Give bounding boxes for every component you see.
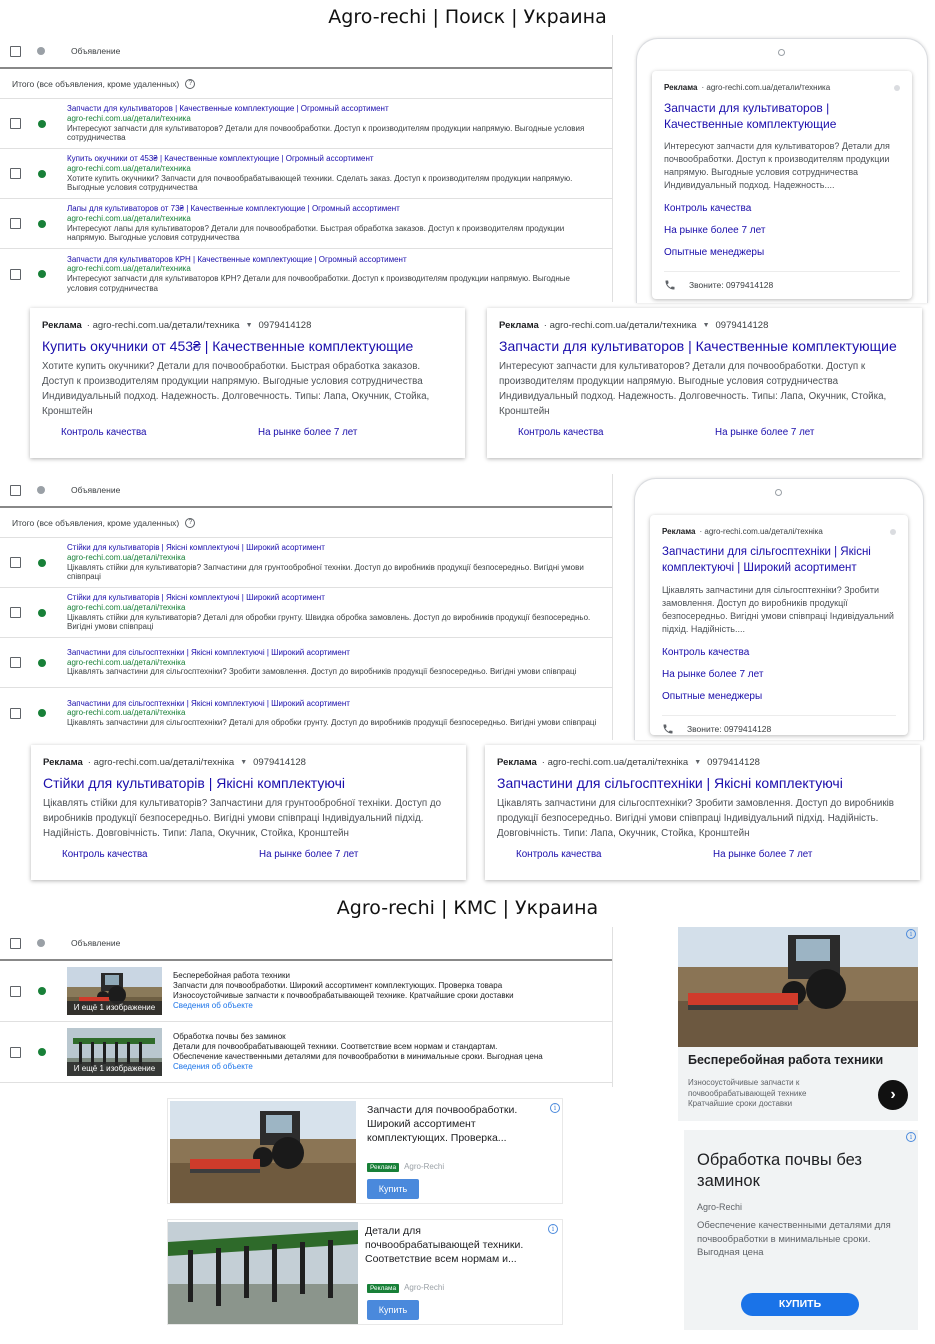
camera-icon [775, 489, 782, 496]
table-header [0, 474, 612, 508]
sitelink-managers[interactable]: Опытные менеджеры [664, 247, 765, 258]
ad-phone[interactable]: 0979414128 [715, 320, 769, 331]
adchoices-info-icon[interactable]: i [548, 1224, 558, 1234]
header-label: Объявление [71, 938, 121, 948]
info-dot-icon [894, 85, 900, 91]
ads-table-ru [0, 35, 613, 302]
status-enabled-icon [38, 709, 46, 717]
sitelink-quality[interactable]: Контроль качества [662, 647, 750, 658]
row-checkbox[interactable] [10, 168, 21, 179]
status-enabled-icon [38, 220, 46, 228]
status-enabled-icon [38, 609, 46, 617]
row-checkbox[interactable] [10, 708, 21, 719]
call-label: Звоните: 0979414128 [687, 723, 772, 734]
sitelink-quality[interactable]: Контроль качества [61, 427, 147, 438]
ad-label: Реклама [499, 320, 539, 331]
object-details-link[interactable]: Сведения об объекте [173, 1061, 253, 1071]
sitelink-years[interactable]: На рынке более 7 лет [259, 849, 359, 860]
help-icon[interactable]: ? [185, 518, 195, 528]
ad-label: Реклама [42, 320, 82, 331]
table-header [0, 35, 612, 69]
phone-icon [662, 723, 674, 735]
ad-url: agro-rechi.com.ua/деталі/техніка [67, 657, 186, 667]
ad-label: Реклама [662, 527, 696, 536]
mobile-ad-card: Реклама · agro-rechi.com.ua/деталі/техніка Запчастини для сільгосптехніки | Якісні комплектуючі | Широкий асортимент Цікавлять запчастини для сільгосптехніки? Зробити замовлення. Доступ до виробників продукції безпосередньо. Вигідні умови співпраці Індивідуальний підхід. Надійність.... Контроль качества На рынке более 7 лет Опытные менеджеры Звоните: 0979414128 [650, 515, 908, 735]
ad-description: Износоустойчивые запчасти к почвообрабатывающей технике Кратчайшие сроки доставки [688, 1078, 807, 1108]
table-row [0, 588, 612, 638]
table-row [0, 688, 612, 738]
table-row [0, 149, 612, 199]
ad-headline-link[interactable]: Запчасти для культиваторов КРН | Качественные комплектующие | Огромный ассортимент [67, 254, 407, 264]
ad-phone[interactable]: 0979414128 [253, 757, 306, 768]
table-row [0, 1022, 612, 1083]
ad-line-2: Запчасти для почвообработки. Широкий ассортимент комплектующих. Проверка товара [173, 981, 503, 991]
ad-url: agro-rechi.com.ua/детали/техника [67, 113, 191, 123]
ad-headline-link[interactable]: Запчастини для сільгосптехніки | Якісні комплектуючі | Широкий асортимент [67, 648, 350, 658]
buy-button[interactable]: Купить [367, 1179, 419, 1199]
ad-url: agro-rechi.com.ua/деталі/техніка [93, 757, 235, 768]
banner-text: Запчасти для почвообработки. Широкий ассортимент комплектующих. Проверка... [367, 1104, 518, 1144]
table-row [0, 99, 612, 149]
ad-description: Обеспечение качественными деталями для почвообработки в минимальные сроки. Выгодная цена [697, 1220, 891, 1258]
call-extension[interactable] [664, 271, 900, 297]
sitelink-managers[interactable]: Опытные менеджеры [662, 691, 763, 702]
ad-desc: Цікавлять запчастини для сільгосптехніки? Зробити замовлення. Доступ до виробників продукції безпосередньо. Вигідні умови співпраці [67, 667, 577, 677]
ad-thumbnail[interactable] [67, 1028, 162, 1076]
ad-url: agro-rechi.com.ua/детали/техника [67, 264, 191, 274]
dropdown-caret-icon[interactable]: ▼ [702, 322, 710, 329]
dropdown-caret-icon[interactable]: ▼ [245, 322, 253, 329]
sitelink-quality[interactable]: Контроль качества [516, 849, 602, 860]
ad-desc: Интересуют запчасти для культиваторов? Детали для почвообработки. Доступ к производителям продукции напрямую. Выгодные условия сотрудничества [67, 123, 585, 143]
adchoices-info-icon[interactable]: i [906, 1132, 916, 1142]
status-header-dot [37, 939, 45, 947]
ad-label: Реклама [43, 757, 83, 768]
ad-phone[interactable]: 0979414128 [707, 757, 760, 768]
ad-headline-link[interactable]: Запчасти для культиваторов | Качественные комплектующие | Огромный ассортимент [67, 104, 389, 114]
sitelink-years[interactable]: На рынке более 7 лет [662, 669, 764, 680]
select-all-checkbox[interactable] [10, 938, 21, 949]
ad-url: agro-rechi.com.ua/детали/техника [92, 320, 240, 331]
help-icon[interactable]: ? [185, 79, 195, 89]
ad-url: agro-rechi.com.ua/деталі/техніка [67, 602, 186, 612]
dropdown-caret-icon[interactable]: ▼ [694, 759, 702, 766]
phone-icon [664, 279, 676, 291]
display-banner-ad[interactable] [167, 1098, 563, 1204]
ad-line-3: Износоустойчивые запчасти к почвообрабатывающей технике. Кратчайшие сроки доставки [173, 991, 514, 1000]
ads-table-ua [0, 474, 613, 740]
ad-badge: Реклама [367, 1284, 399, 1293]
object-details-link[interactable]: Сведения об объекте [173, 1000, 253, 1010]
row-checkbox[interactable] [10, 1047, 21, 1058]
status-enabled-icon [38, 120, 46, 128]
row-checkbox[interactable] [10, 607, 21, 618]
buy-button[interactable]: Купить [367, 1300, 419, 1320]
row-checkbox[interactable] [10, 986, 21, 997]
status-enabled-icon [38, 659, 46, 667]
status-header-dot [37, 486, 45, 494]
ad-title-link[interactable]: Запчасти для культиваторов | Качественные комплектующие [499, 338, 897, 354]
row-checkbox[interactable] [10, 118, 21, 129]
table-row [0, 249, 612, 299]
sitelink-years[interactable]: На рынке более 7 лет [258, 427, 358, 438]
select-all-checkbox[interactable] [10, 46, 21, 57]
desktop-ad-card: Реклама · agro-rechi.com.ua/деталі/техніка ▼ 0979414128 Стійки для культиваторів | Якісні комплектуючі Цікавлять стійки для культиваторів? Запчастини для грунтообробної техніки. Доступ до виробників продукції безпосередньо. Вигідні умови співпраці Індивідуальний підхід. Надійність. Довговічність. Типи: Лапа, Окучник, Стойка, Кронштейн Контроль качества На рынке более 7 лет [31, 745, 466, 880]
kms-section-title: Agro-rechi | КМС | Украина [336, 897, 599, 919]
ad-desc: Интересуют запчасти для культиваторов КРН? Детали для почвообработки. Доступ к производителям продукции напрямую. Выгодные условия сотрудничества [67, 274, 570, 293]
more-images-caption: И ещё 1 изображение [67, 1062, 162, 1076]
ad-headline: Обработка почвы без заминок [697, 1151, 862, 1190]
ad-headline: Бесперебойная работа техники [688, 1053, 884, 1067]
table-header [0, 927, 612, 961]
ad-description: Цікавлять запчастини для сільгосптехніки? Зробити замовлення. Доступ до виробників продукції безпосередньо. Вигідні умови співпраці Індивідуальний підхід. Надійність.... [662, 585, 894, 634]
ad-title-link[interactable]: Запчастини для сільгосптехніки | Якісні комплектуючі | Широкий асортимент [662, 546, 871, 574]
ad-desc: Интересуют лапы для культиваторов? Детали для почвообработки. Быстрая обработка заказов. Доступ к производителям продукции напрямую. Выгодные условия сотрудничества [67, 223, 565, 243]
mobile-preview-ua [634, 478, 924, 740]
buy-button[interactable]: КУПИТЬ [741, 1293, 859, 1316]
display-ads-table [0, 927, 613, 1087]
table-row [0, 538, 612, 588]
ad-badge: Реклама [367, 1163, 399, 1172]
total-row [0, 69, 612, 99]
status-enabled-icon [38, 1048, 46, 1056]
responsive-display-ad[interactable] [678, 927, 918, 1121]
ad-label: Реклама [664, 83, 698, 92]
ad-title-link[interactable]: Стійки для культиваторів | Якісні комплектуючі [43, 775, 345, 791]
native-display-ad[interactable] [684, 1130, 918, 1330]
sitelink-years[interactable]: На рынке более 7 лет [664, 225, 766, 236]
status-enabled-icon [38, 270, 46, 278]
ad-description: Цікавлять запчастини для сільгосптехніки? Зробити замовлення. Доступ до виробників продукції безпосередньо. Вигідні умови співпраці Індивідуальний підхід. Надійність. Довговічність. Типи: Лапа, Окучник, Стойка, Кронштейн [497, 798, 894, 839]
mobile-preview-ru [636, 38, 928, 303]
tractor-image [678, 927, 918, 1047]
status-enabled-icon [38, 559, 46, 567]
ad-title-link[interactable]: Купить окучники от 453₴ | Качественные комплектующие [42, 338, 414, 354]
tractor-image [170, 1101, 356, 1203]
advertiser-name: Agro-Rechi [697, 1202, 743, 1212]
row-checkbox[interactable] [10, 269, 21, 280]
ad-line-1: Бесперебойная работа техники [173, 971, 290, 981]
advertiser-name: Agro-Rechi [404, 1162, 445, 1171]
camera-icon [778, 49, 785, 56]
advertiser-name: Agro-Rechi [404, 1283, 445, 1292]
ad-description: Цікавлять стійки для культиваторів? Запчастини для грунтообробної техніки. Доступ до виробників продукції безпосередньо. Вигідні умови співпраці Індивідуальний підхід. Надійність. Довговічність. Типи: Лапа, Окучник, Стойка, Кронштейн [43, 798, 442, 839]
row-checkbox[interactable] [10, 557, 21, 568]
adchoices-info-icon[interactable]: i [906, 929, 916, 939]
ad-desc: Цікавлять стійки для культиваторів? Деталі для обробки грунту. Швидка обробка замовлень. Доступ до виробників продукції безпосередньо. Вигідні умови співпраці [67, 612, 591, 632]
select-all-checkbox[interactable] [10, 485, 21, 496]
ad-url: agro-rechi.com.ua/деталі/техніка [67, 552, 186, 562]
mobile-ad-card: Реклама · agro-rechi.com.ua/детали/техника Запчасти для культиваторов | Качественные комплектующие Интересуют запчасти для культиваторов? Детали для почвообработки. Доступ к производителям продукции напрямую. Выгодные условия сотрудничества Индивидуальный подход. Надежность.... Контроль качества На рынке более 7 лет Опытные менеджеры Звоните: 0979414128 [652, 71, 912, 299]
display-banner-ad[interactable] [167, 1219, 563, 1325]
table-row [0, 199, 612, 249]
total-label: Итого (все объявления, кроме удаленных) [12, 517, 180, 528]
sitelink-quality[interactable]: Контроль качества [62, 849, 148, 860]
ad-desc: Цікавлять стійки для культиваторів? Запчастини для грунтообробної техніки. Доступ до виробників продукції безпосередньо. Вигідні умови співпраці [67, 562, 584, 582]
ad-url: agro-rechi.com.ua/детали/техника [706, 83, 831, 92]
ad-url: agro-rechi.com.ua/деталі/техніка [704, 527, 823, 536]
ad-label: Реклама [497, 757, 537, 768]
cultivator-image [168, 1222, 358, 1324]
ad-headline-link[interactable]: Лапы для культиваторов от 73₴ | Качественные комплектующие | Огромный ассортимент [67, 204, 400, 214]
ad-url: agro-rechi.com.ua/деталі/техніка [67, 708, 186, 718]
dropdown-caret-icon[interactable]: ▼ [240, 759, 248, 766]
ad-description: Интересуют запчасти для культиваторов? Детали для почвообработки. Доступ к производителям продукции напрямую. Выгодные условия сотрудничества Индивидуальный подход. Надежность.... [664, 141, 890, 190]
ad-headline-link[interactable]: Купить окучники от 453₴ | Качественные комплектующие | Огромный ассортимент [67, 154, 374, 164]
ad-headline-link[interactable]: Стійки для культиваторів | Якісні комплектуючі | Широкий асортимент [67, 593, 325, 603]
call-label: Звоните: 0979414128 [689, 279, 774, 290]
ad-description: Интересуют запчасти для культиваторов? Детали для почвообработки. Доступ к производителям продукции напрямую. Выгодные условия сотрудничества Индивидуальный подход. Надежность. Долговечность. Типы: Лапа, Окучник, Стойка, Кронштейн [499, 361, 887, 417]
ad-desc: Цікавлять запчастини для сільгосптехніки? Деталі для обробки грунту. Доступ до виробників продукції безпосередньо. Вигідні умови співпраці [67, 717, 597, 727]
ad-url: agro-rechi.com.ua/детали/техника [549, 320, 697, 331]
ad-url: agro-rechi.com.ua/детали/техника [67, 213, 191, 223]
table-row [0, 638, 612, 688]
ad-thumbnail[interactable] [67, 967, 162, 1015]
row-checkbox[interactable] [10, 657, 21, 668]
row-checkbox[interactable] [10, 218, 21, 229]
ad-headline-link[interactable]: Стійки для культиваторів | Якісні комплектуючі | Широкий асортимент [67, 543, 325, 553]
ad-phone[interactable]: 0979414128 [258, 320, 312, 331]
info-dot-icon [890, 529, 896, 535]
call-extension[interactable] [662, 715, 896, 741]
header-label: Объявление [71, 46, 121, 56]
ad-title-link[interactable]: Запчастини для сільгосптехніки | Якісні комплектуючі [497, 775, 843, 791]
status-enabled-icon [38, 987, 46, 995]
desktop-ad-card: Реклама · agro-rechi.com.ua/детали/техника ▼ 0979414128 Купить окучники от 453₴ | Качественные комплектующие Хотите купить окучники? Детали для почвообработки. Быстрая обработка заказов. Доступ к производителям продукции напрямую. Выгодные условия сотрудничества Индивидуальный подход. Надежность. Долговечность. Типы: Лапа, Окучник, Стойка, Кронштейн Контроль качества На рынке более 7 лет [30, 308, 465, 458]
ad-line-3: Обеспечение качественными деталями для почвообработки в минимальные сроки. Выгодная цена [173, 1052, 543, 1061]
sitelink-quality[interactable]: Контроль качества [664, 203, 752, 214]
ad-desc: Хотите купить окучники? Запчасти для почвообрабатывающей техники. Сделать заказ. Доступ к производителям продукции напрямую. Выгодные условия сотрудничества [67, 173, 573, 193]
sitelink-years[interactable]: На рынке более 7 лет [715, 427, 815, 438]
status-header-dot [37, 47, 45, 55]
ad-url: agro-rechi.com.ua/деталі/техніка [547, 757, 689, 768]
ad-line-1: Обработка почвы без заминок [173, 1032, 286, 1042]
next-arrow-button[interactable]: › [878, 1080, 908, 1110]
ad-url: agro-rechi.com.ua/детали/техника [67, 163, 191, 173]
desktop-ad-card: Реклама · agro-rechi.com.ua/деталі/техніка ▼ 0979414128 Запчастини для сільгосптехніки | Якісні комплектуючі Цікавлять запчастини для сільгосптехніки? Зробити замовлення. Доступ до виробників продукції безпосередньо. Вигідні умови співпраці Індивідуальний підхід. Надійність. Довговічність. Типи: Лапа, Окучник, Стойка, Кронштейн Контроль качества На рынке более 7 лет [485, 745, 920, 880]
more-images-caption: И ещё 1 изображение [67, 1001, 162, 1015]
header-label: Объявление [71, 485, 121, 495]
banner-text: Детали для почвообрабатывающей техники. Соответствие всем нормам и... [365, 1225, 524, 1265]
status-enabled-icon [38, 170, 46, 178]
adchoices-info-icon[interactable]: i [550, 1103, 560, 1113]
sitelink-years[interactable]: На рынке более 7 лет [713, 849, 813, 860]
ad-title-link[interactable]: Запчасти для культиваторов | Качественные комплектующие [664, 101, 837, 131]
sitelink-quality[interactable]: Контроль качества [518, 427, 604, 438]
search-section-title: Agro-rechi | Поиск | Украина [328, 6, 607, 28]
total-row [0, 508, 612, 538]
desktop-ad-card: Реклама · agro-rechi.com.ua/детали/техника ▼ 0979414128 Запчасти для культиваторов | Качественные комплектующие Интересуют запчасти для культиваторов? Детали для почвообработки. Доступ к производителям продукции напрямую. Выгодные условия сотрудничества Индивидуальный подход. Надежность. Долговечность. Типы: Лапа, Окучник, Стойка, Кронштейн Контроль качества На рынке более 7 лет [487, 308, 922, 458]
ad-description: Хотите купить окучники? Детали для почвообработки. Быстрая обработка заказов. Доступ к производителям продукции напрямую. Выгодные условия сотрудничества Индивидуальный подход. Надежность. Долговечность. Типы: Лапа, Окучник, Стойка, Кронштейн [42, 361, 430, 417]
total-label: Итого (все объявления, кроме удаленных) [12, 78, 180, 89]
ad-headline-link[interactable]: Запчастини для сільгосптехніки | Якісні комплектуючі | Широкий асортимент [67, 698, 350, 708]
ad-line-2: Детали для почвообрабатывающей техники. Соответствие всем нормам и стандартам. [173, 1042, 498, 1052]
table-row [0, 961, 612, 1022]
